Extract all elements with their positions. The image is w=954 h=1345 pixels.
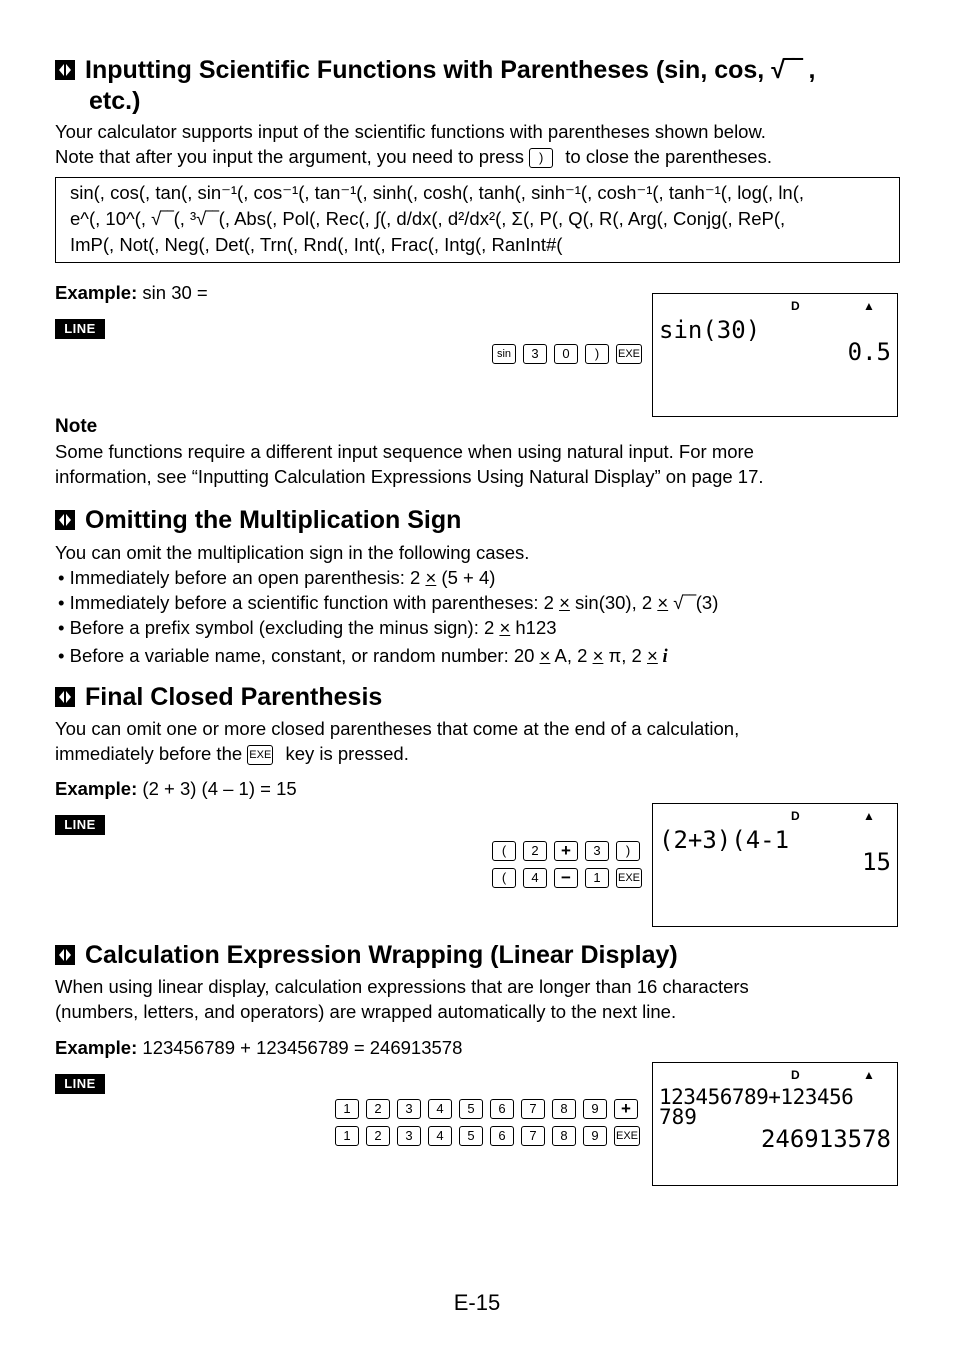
section-marker-icon (55, 687, 75, 707)
section-title: Omitting the Multiplication Sign (55, 505, 461, 536)
key: 8 (552, 1126, 576, 1146)
key: 4 (428, 1099, 452, 1119)
section-marker-icon (55, 945, 75, 965)
list-item: • Before a variable name, constant, or random number: 20 × A, 2 × π, 2 × i (58, 645, 668, 667)
key-sequence-row1 (335, 1099, 645, 1119)
key-sequence-row1 (492, 841, 647, 861)
key-sequence (492, 344, 649, 364)
key: 6 (490, 1099, 514, 1119)
page-number: E-15 (453, 1290, 501, 1315)
section-title-continued: etc.) (89, 87, 141, 115)
key: ) (616, 841, 640, 861)
key: ) (585, 344, 609, 364)
scroll-up-indicator: ▲ (863, 809, 875, 823)
key: + (554, 841, 578, 861)
key: 3 (397, 1126, 421, 1146)
key: 1 (335, 1126, 359, 1146)
key: 4 (523, 868, 547, 888)
example-line: Example: (2 + 3) (4 – 1) = 15 (55, 778, 297, 799)
calculator-screen (652, 1062, 898, 1186)
scroll-up-indicator: ▲ (863, 299, 875, 313)
list-item: • Immediately before a scientific function with parentheses: 2 × sin(30), 2 × √‾‾(3) (58, 592, 719, 613)
line-mode-badge: LINE (55, 319, 105, 339)
key: sin (492, 344, 516, 364)
key: ( (492, 868, 516, 888)
key: 9 (583, 1099, 607, 1119)
list-item: • Before a prefix symbol (excluding the minus sign): 2 × h123 (58, 617, 557, 638)
key: 1 (585, 868, 609, 888)
note-heading: Note (55, 416, 98, 437)
key: 2 (366, 1126, 390, 1146)
key: EXE (616, 344, 642, 364)
close-paren-key: ) (529, 148, 553, 168)
note-block: Note Some functions require a different input sequence when using natural input. For more information, see “Inputting Calculation Expressions Using Natural Display” on page 17. (55, 414, 905, 489)
key-sequence-row2 (335, 1126, 647, 1146)
screen-input-line1: 123456789+123456 (659, 1085, 854, 1109)
key: 6 (490, 1126, 514, 1146)
screen-result: 0.5 (847, 338, 891, 366)
key: 0 (554, 344, 578, 364)
exe-key: EXE (247, 745, 273, 765)
calculator-screen (652, 803, 898, 927)
calculator-screen (652, 293, 898, 417)
degree-indicator: D (791, 299, 800, 313)
key: − (554, 868, 578, 888)
screen-input: (2+3)(4-1 (659, 826, 790, 854)
screen-result: 15 (862, 848, 891, 876)
key: 3 (397, 1099, 421, 1119)
key: EXE (614, 1126, 640, 1146)
section-marker-icon (55, 510, 75, 530)
list-item: • Immediately before an open parenthesis: 2 × (5 + 4) (58, 567, 496, 588)
screen-result: 246913578 (760, 1125, 891, 1153)
key-sequence-row2 (492, 868, 649, 888)
degree-indicator: D (791, 1068, 800, 1082)
key: 5 (459, 1126, 483, 1146)
section-title: Inputting Scientific Functions with Parentheses (sin, cos, √‾‾ , (55, 55, 905, 86)
wrap-intro: When using linear display, calculation expressions that are longer than 16 characters (numbers, letters, and operators) are wrapped automatically to the next line. (55, 976, 749, 1022)
section-title: Calculation Expression Wrapping (Linear Display) (55, 940, 678, 971)
screen-input: sin(30) (659, 316, 761, 344)
key: 1 (335, 1099, 359, 1119)
key: 3 (523, 344, 547, 364)
omit-intro: You can omit the multiplication sign in the following cases. (55, 542, 530, 563)
section-scientific-functions (55, 55, 905, 117)
key: 9 (583, 1126, 607, 1146)
section-marker-icon (55, 60, 75, 80)
key: EXE (616, 868, 642, 888)
paren-intro: You can omit one or more closed parentheses that come at the end of a calculation, immediately before the EXE key is pressed. (55, 718, 740, 764)
omit-bullets (58, 565, 718, 670)
key: 8 (552, 1099, 576, 1119)
key: 3 (585, 841, 609, 861)
line-mode-badge: LINE (55, 815, 105, 835)
key: 2 (523, 841, 547, 861)
key: 4 (428, 1126, 452, 1146)
example-line: Example: sin 30 = (55, 282, 208, 303)
section-title: Final Closed Parenthesis (55, 682, 382, 713)
screen-input-line2: 789 (659, 1105, 697, 1129)
key: 5 (459, 1099, 483, 1119)
example-line: Example: 123456789 + 123456789 = 246913578 (55, 1037, 463, 1058)
key: + (614, 1099, 638, 1119)
key: 7 (521, 1126, 545, 1146)
key: 2 (366, 1099, 390, 1119)
key: ( (492, 841, 516, 861)
intro-paragraph: Your calculator supports input of the scientific functions with parentheses shown below. Note that after you input the argument, you need to press ) to close the parentheses. (55, 121, 772, 167)
degree-indicator: D (791, 809, 800, 823)
scroll-up-indicator: ▲ (863, 1068, 875, 1082)
functions-box: sin(, cos(, tan(, sin⁻¹(, cos⁻¹(, tan⁻¹(, sinh(, cosh(, tanh(, sinh⁻¹(, cosh⁻¹(, tanh⁻¹(, log(, ln(, e^(, 10^(, √‾‾(, ³√‾‾(, Abs(, Pol(, Rec(, ∫(, d/dx(, d²/dx²(, Σ(, P(, Q(, R(, Arg(, Conjg(, ReP(, ImP(, Not(, Neg(, Det(, Trn(, Rnd(, Int(, Frac(, Intg(, RanInt#( (55, 177, 900, 263)
key: 7 (521, 1099, 545, 1119)
line-mode-badge: LINE (55, 1074, 105, 1094)
